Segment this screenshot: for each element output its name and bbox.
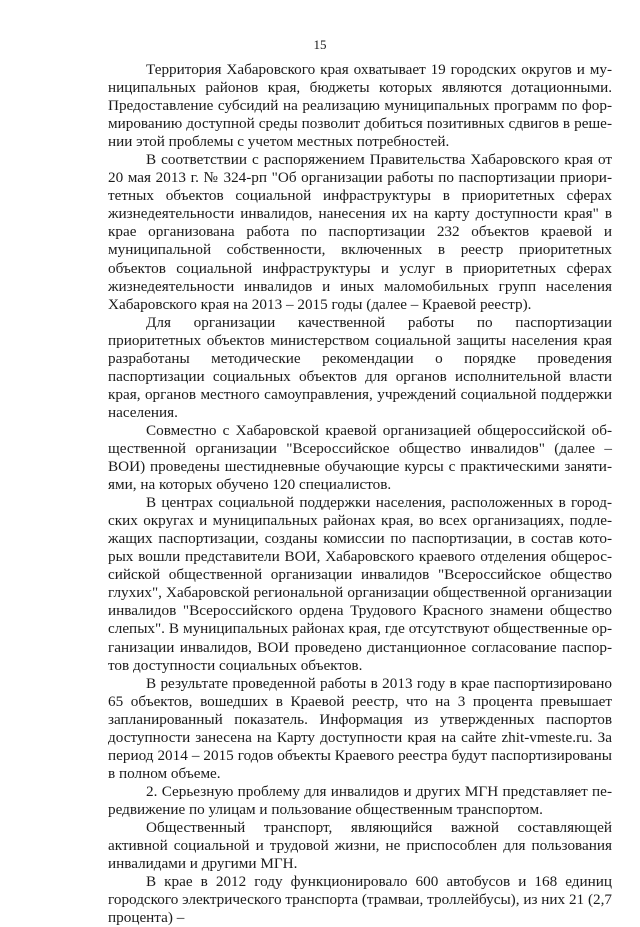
page-number: 15 [313, 37, 327, 52]
paragraph-methodical-recommendations: Для организации качественной работы по паспортизации приоритетных объектов министерством социальной защиты населения края разработаны методические рекомендации о порядке проведения паспортизации социальных объектов для органов исполнительной власти края, органов местного самоуправления, учреждений социальной поддержки населения. [108, 313, 612, 421]
paragraph-results-2013: В результате проведенной работы в 2013 году в крае паспортизировано 65 объектов, вошедших в Краевой реестр, что на 3 процента превышает запланированный показатель. Информация из утвержденных паспортов доступности занесена на Карту доступности края на сайте zhit-vmeste.ru. За период 2014 – 2015 годов объекты Краевого реестра будут паспортизированы в полном объеме. [108, 674, 612, 782]
paragraph-transport-problem: 2. Серьезную проблему для инвалидов и других МГН представляет передвижение по улицам и пользование общественным транспортом. [108, 782, 612, 818]
paragraph-public-transport: Общественный транспорт, являющийся важной составляющей активной социальной и трудовой жизни, не приспособлен для пользования инвалидами и другими МГН. [108, 818, 612, 873]
paragraph-territory: Территория Хабаровского края охватывает 19 городских округов и муниципальных районов края, бюджеты которых являются дотационными. Предоставление субсидий на реализацию муниципальных программ по формированию доступной среды позволит добиться позитивных сдвигов в решении этой проблемы с учетом местных потребностей. [108, 61, 612, 151]
paragraph-training-courses: Совместно с Хабаровской краевой организацией общероссийской общественной организации "Всероссийское общество инвалидов" (далее – ВОИ) проведены шестидневные обучающие курсы с практическими занятиями, на которых обучено 120 специалистов. [108, 421, 612, 494]
paragraph-bus-fleet-2012: В крае в 2012 году функционировало 600 автобусов и 168 единиц городского электрического транспорта (трамваи, троллейбусы), из них 21 (2,7 процента) – [108, 873, 612, 927]
paragraph-commissions: В центрах социальной поддержки населения, расположенных в городских округах и муниципальных районах края, во всех организациях, подлежащих паспортизации, созданы комиссии по паспортизации, в состав которых вошли представители ВОИ, Хабаровского краевого отделения общероссийской общественной организации инвалидов "Всероссийское общество глухих", Хабаровской региональной организации общественной организации инвалидов "Всероссийского ордена Трудового Красного знамени общество слепых". В муниципальных районах края, где отсутствуют общественные организации инвалидов, ВОИ проведено дистанционное согласование паспортов доступности социальных объектов. [108, 494, 612, 674]
document-body [108, 61, 612, 927]
paragraph-government-order: В соответствии с распоряжением Правительства Хабаровского края от 20 мая 2013 г. № 324-рп "Об организации работы по паспортизации приоритетных объектов социальной инфраструктуры в приоритетных сферах жизнедеятельности инвалидов, нанесения их на карту доступности края" в крае организована работа по паспортизации 232 объектов краевой и муниципальной собственности, включенных в реестр приоритетных объектов социальной инфраструктуры и услуг в приоритетных сферах жизнедеятельности инвалидов и иных маломобильных групп населения Хабаровского края на 2013 – 2015 годы (далее – Краевой реестр). [108, 151, 612, 313]
